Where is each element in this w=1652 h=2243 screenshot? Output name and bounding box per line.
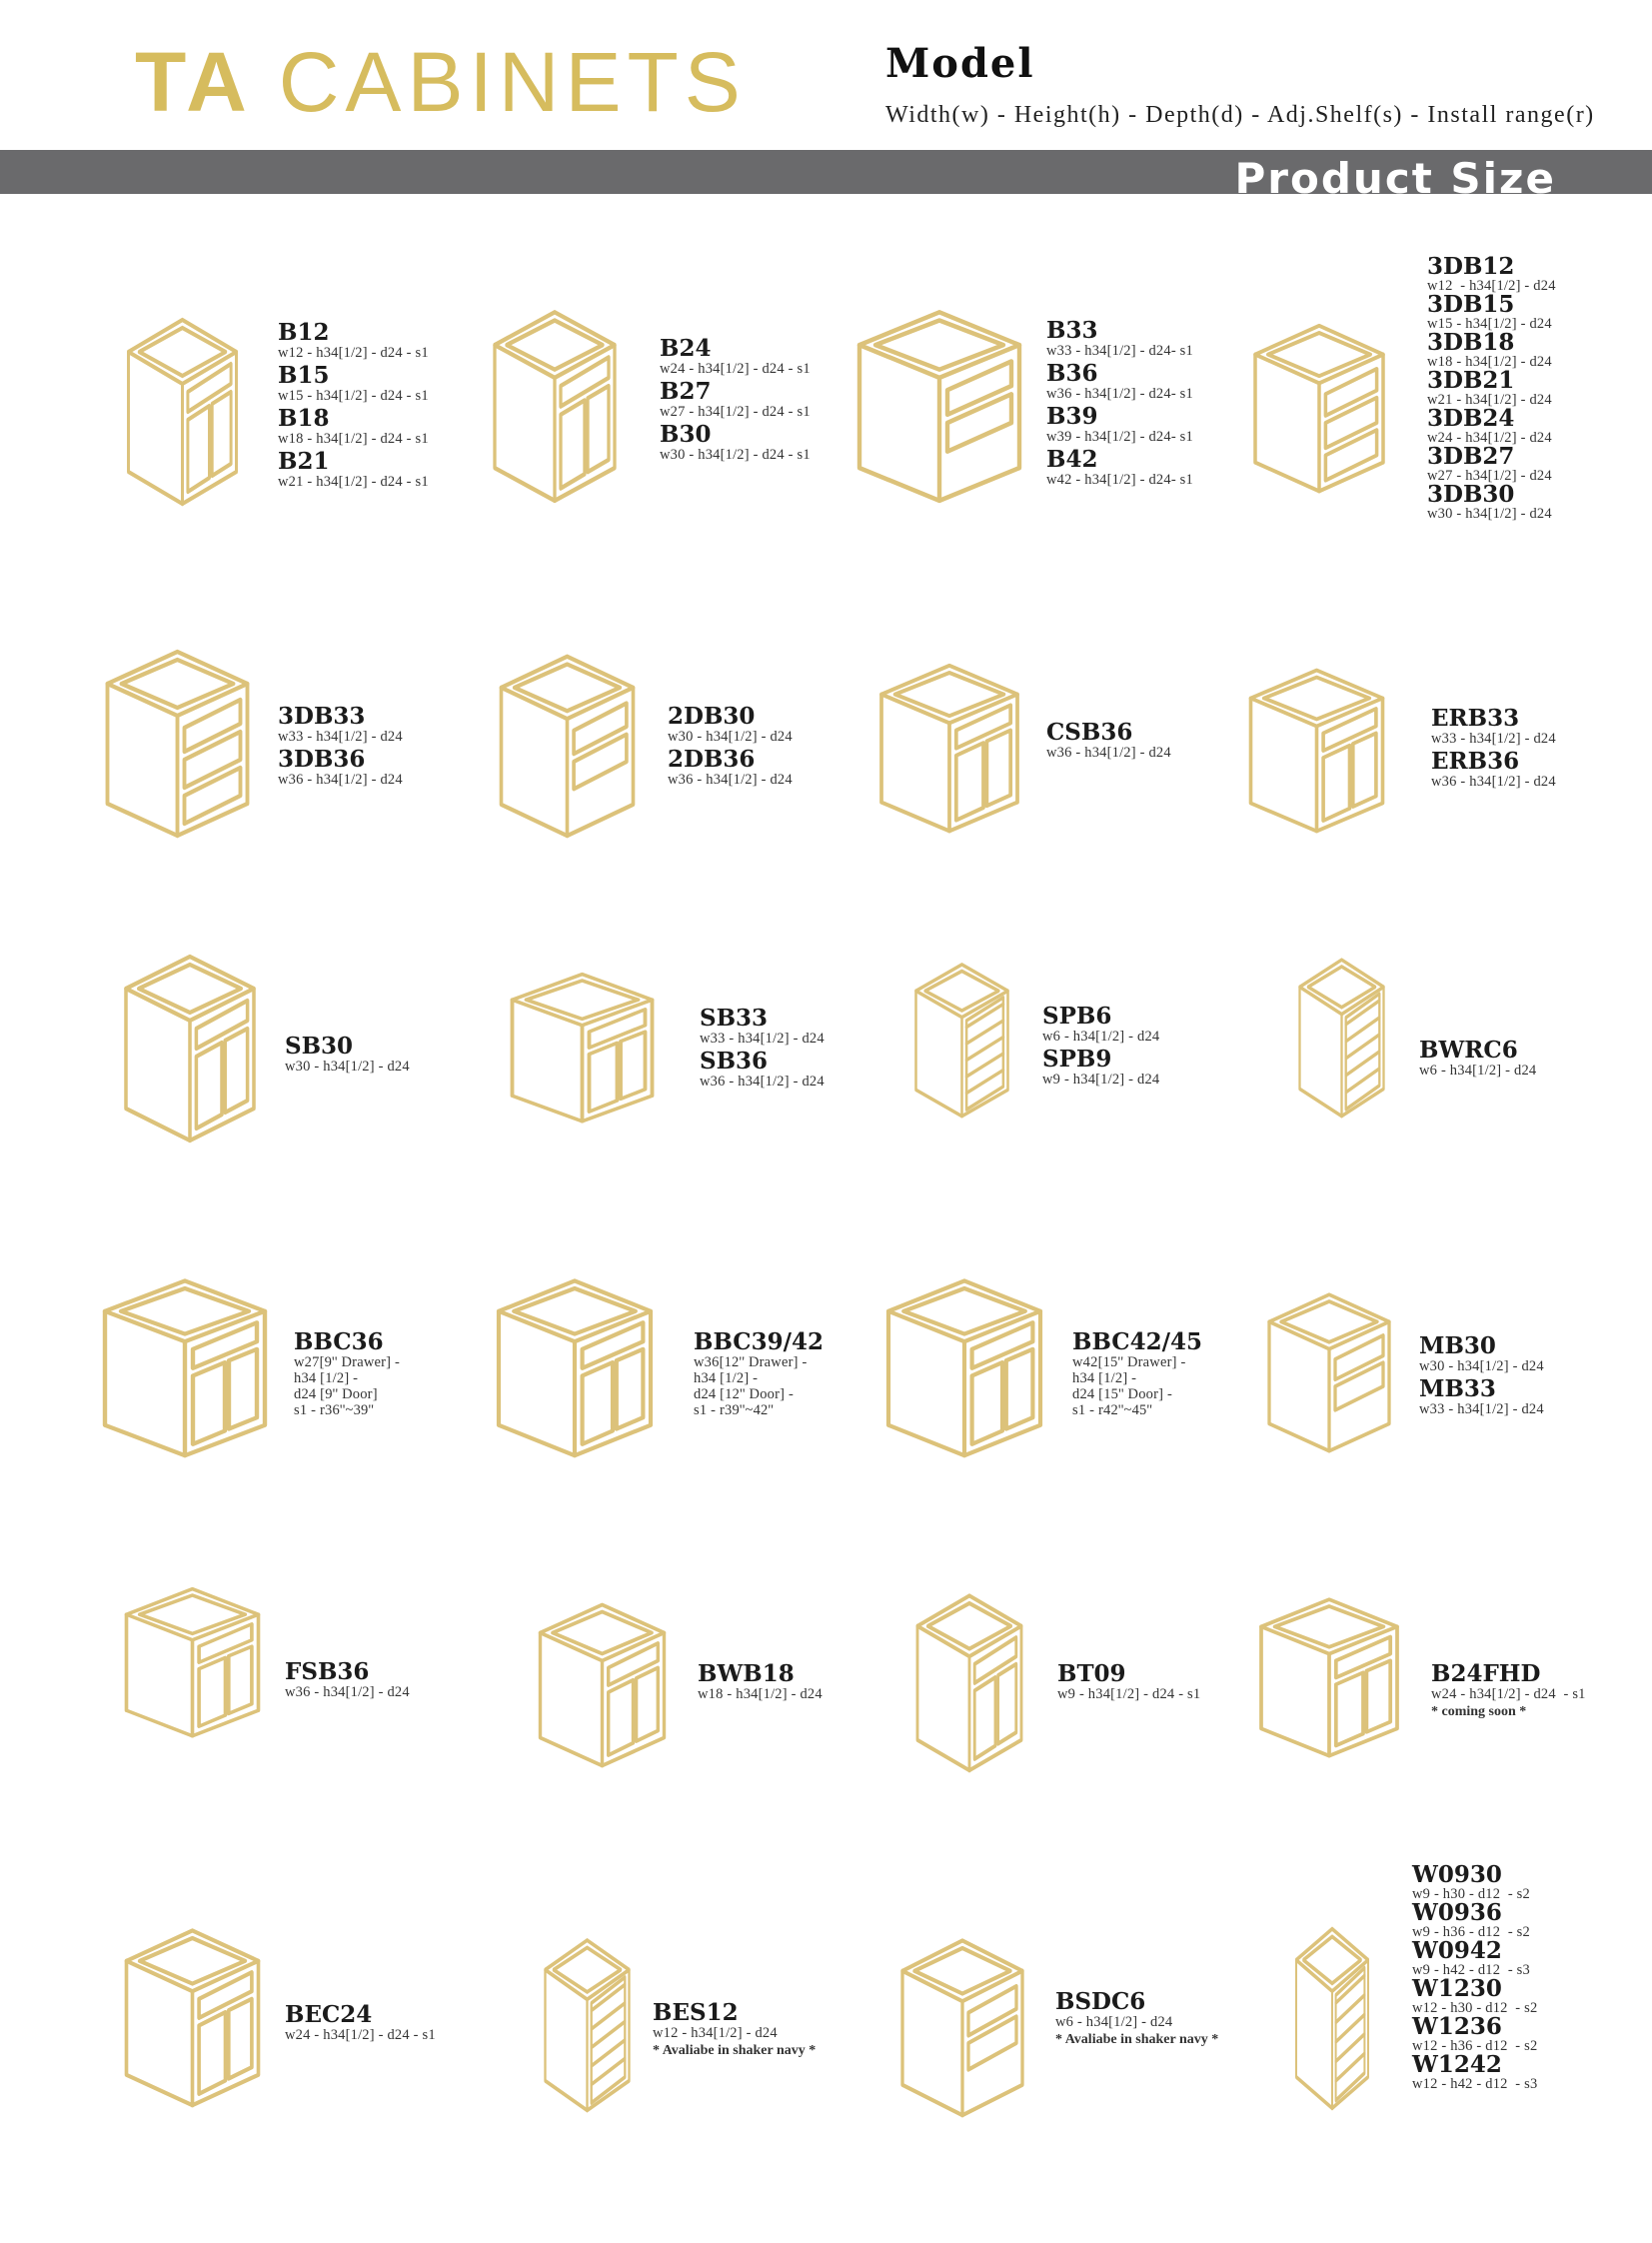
- farm-sink-base-icon: [110, 1579, 275, 1739]
- model-code: 3DB18: [1427, 329, 1515, 356]
- model-code: 2DB36: [668, 746, 756, 773]
- model-code: BT09: [1057, 1660, 1126, 1687]
- model-group-label: [653, 2000, 816, 2059]
- model-dimensions: w12 - h36 - d12 - s2: [1412, 2038, 1538, 2054]
- model-dimensions: w9 - h42 - d12 - s3: [1412, 1962, 1530, 1978]
- model-dimensions: w9 - h34[1/2] - d24: [1042, 1072, 1160, 1088]
- model-dimensions: w6 - h34[1/2] - d24: [1055, 2014, 1173, 2030]
- model-dimensions: w27 - h34[1/2] - d24 - s1: [660, 404, 811, 420]
- model-code: 3DB36: [278, 746, 366, 773]
- model-dimensions: w9 - h30 - d12 - s2: [1412, 1886, 1530, 1902]
- model-code: 3DB15: [1427, 291, 1515, 318]
- model-code: SPB6: [1042, 1003, 1112, 1030]
- model-code: BWB18: [698, 1660, 795, 1687]
- model-note: * Avaliabe in shaker navy *: [653, 2043, 817, 2058]
- model-code: B36: [1046, 360, 1098, 387]
- model-dimensions: w30 - h34[1/2] - d24: [1427, 506, 1552, 522]
- model-code: 3DB21: [1427, 367, 1515, 394]
- model-code: W0936: [1412, 1899, 1502, 1926]
- model-code: B39: [1046, 403, 1098, 430]
- model-group-label: [278, 320, 429, 492]
- section-banner: [0, 150, 1652, 194]
- model-code: ERB33: [1431, 705, 1520, 732]
- model-dimensions: w12 - h34[1/2] - d24: [1427, 278, 1556, 294]
- model-code: BWRC6: [1419, 1037, 1518, 1064]
- model-group-label: [285, 2002, 436, 2045]
- model-dimensions: w36 - h34[1/2] - d24: [700, 1074, 825, 1090]
- model-dimensions: w30 - h34[1/2] - d24 - s1: [660, 447, 811, 463]
- model-code: 3DB24: [1427, 405, 1515, 432]
- model-code: B33: [1046, 317, 1098, 344]
- model-dimensions: w24 - h34[1/2] - d24: [1427, 430, 1552, 446]
- brand-bold: TA: [135, 35, 253, 129]
- sink-base-icon: [110, 945, 270, 1144]
- model-group-label: [660, 336, 811, 465]
- model-code: W1236: [1412, 2013, 1502, 2040]
- model-group-label: [285, 1659, 410, 1702]
- model-dimensions: w33 - h34[1/2] - d24: [1431, 731, 1556, 747]
- tray-base-icon: [904, 1584, 1034, 1774]
- model-group-label: [1046, 318, 1193, 490]
- model-dimensions: w6 - h34[1/2] - d24: [1042, 1029, 1160, 1045]
- base-cabinet-two-drawer-icon: [839, 300, 1039, 505]
- blind-corner-base-icon: [480, 1269, 670, 1459]
- model-dimensions: w9 - h34[1/2] - d24 - s1: [1057, 1686, 1201, 1702]
- sink-base-wide-icon: [495, 965, 670, 1124]
- model-dimensions: w12 - h42 - d12 - s3: [1412, 2076, 1538, 2092]
- model-dimensions: w36 - h34[1/2] - d24: [278, 772, 403, 788]
- model-group-label: [1046, 720, 1171, 763]
- legend-title: Model: [885, 40, 1035, 87]
- end-shelf-icon: [535, 1929, 640, 2114]
- model-code: B24FHD: [1431, 1660, 1541, 1687]
- three-drawer-base-icon: [1239, 315, 1399, 495]
- model-dimensions: w36 - h34[1/2] - d24: [1046, 745, 1171, 761]
- model-group-label: [1427, 253, 1556, 522]
- model-dimensions: w36 - h34[1/2] - d24: [1431, 774, 1556, 790]
- wine-rack-icon: [1289, 950, 1394, 1120]
- model-code: BBC42/45: [1072, 1328, 1203, 1355]
- model-note: * coming soon *: [1431, 1704, 1527, 1719]
- model-group-label: [1431, 1661, 1586, 1720]
- model-dimensions: w24 - h34[1/2] - d24 - s1: [1431, 1686, 1586, 1702]
- model-dimensions: w6 - h34[1/2] - d24: [1419, 1063, 1537, 1079]
- model-dimensions: w42[15'' Drawer] - h34 [1/2] - d24 [15'' Door] - s1 - r42''~45'': [1072, 1354, 1186, 1418]
- model-code: BES12: [653, 1999, 739, 2026]
- model-note: * Avaliabe in shaker navy *: [1055, 2032, 1219, 2047]
- model-code: SB33: [700, 1005, 769, 1032]
- model-group-label: [1431, 706, 1556, 792]
- easy-reach-base-icon: [1234, 660, 1399, 835]
- model-group-label: [1412, 1861, 1538, 2092]
- model-dimensions: w30 - h34[1/2] - d24: [285, 1059, 410, 1075]
- model-dimensions: w30 - h34[1/2] - d24: [1419, 1358, 1544, 1374]
- base-cabinet-double-door-icon: [480, 300, 630, 505]
- model-dimensions: w33 - h34[1/2] - d24: [700, 1031, 825, 1047]
- banner-title: Product Size: [1234, 154, 1556, 194]
- legend-subtitle: Width(w) - Height(h) - Depth(d) - Adj.Shelf(s) - Install range(r): [885, 102, 1595, 128]
- model-code: B30: [660, 421, 712, 448]
- model-dimensions: w36[12'' Drawer] - h34 [1/2] - d24 [12'' Door] - s1 - r39''~42'': [694, 1354, 808, 1418]
- base-cabinet-single-door-icon: [115, 308, 250, 508]
- brand-name: CABINETS: [278, 35, 747, 129]
- model-code: 3DB30: [1427, 481, 1515, 508]
- model-code: B21: [278, 448, 330, 475]
- two-drawer-base-icon: [485, 645, 650, 840]
- full-height-door-base-icon: [1244, 1589, 1414, 1759]
- model-code: 3DB27: [1427, 443, 1515, 470]
- blind-corner-base-icon: [869, 1269, 1059, 1459]
- model-code: BBC36: [294, 1328, 384, 1355]
- model-dimensions: w12 - h30 - d12 - s2: [1412, 2000, 1538, 2016]
- spice-drawer-icon: [887, 1929, 1037, 2119]
- model-dimensions: w39 - h34[1/2] - d24- s1: [1046, 429, 1193, 445]
- model-code: B12: [278, 319, 330, 346]
- model-code: FSB36: [285, 1658, 370, 1685]
- model-dimensions: w15 - h34[1/2] - d24 - s1: [278, 388, 429, 404]
- model-code: SB30: [285, 1033, 354, 1060]
- spice-pullout-icon: [904, 955, 1019, 1120]
- model-dimensions: w24 - h34[1/2] - d24 - s1: [285, 2027, 436, 2043]
- model-group-label: [1055, 1989, 1218, 2048]
- model-dimensions: w18 - h34[1/2] - d24: [698, 1686, 823, 1702]
- model-dimensions: w18 - h34[1/2] - d24 - s1: [278, 431, 429, 447]
- model-code: B15: [278, 362, 330, 389]
- brand-logo: [135, 35, 747, 129]
- model-code: W0930: [1412, 1861, 1502, 1888]
- three-drawer-wide-base-icon: [90, 640, 265, 840]
- model-group-label: [1419, 1333, 1544, 1419]
- model-code: BSDC6: [1055, 1988, 1146, 2015]
- model-code: B42: [1046, 446, 1098, 473]
- model-dimensions: w12 - h34[1/2] - d24: [653, 2025, 778, 2041]
- model-code: ERB36: [1431, 748, 1520, 775]
- microwave-base-icon: [1254, 1284, 1404, 1454]
- model-code: MB33: [1419, 1375, 1496, 1402]
- corner-sink-base-icon: [864, 655, 1034, 835]
- model-group-label: [1057, 1661, 1200, 1704]
- wall-cabinet-icon: [1287, 1917, 1377, 2112]
- waste-basket-icon: [525, 1594, 680, 1769]
- model-dimensions: w36 - h34[1/2] - d24: [668, 772, 793, 788]
- model-dimensions: w33 - h34[1/2] - d24- s1: [1046, 343, 1193, 359]
- model-dimensions: w36 - h34[1/2] - d24: [285, 1684, 410, 1700]
- model-dimensions: w33 - h34[1/2] - d24: [1419, 1401, 1544, 1417]
- model-code: B24: [660, 335, 712, 362]
- model-dimensions: w42 - h34[1/2] - d24- s1: [1046, 472, 1193, 488]
- model-code: CSB36: [1046, 719, 1133, 746]
- model-code: 3DB12: [1427, 253, 1515, 280]
- end-corner-base-icon: [110, 1919, 275, 2109]
- model-code: B18: [278, 405, 330, 432]
- model-group-label: [698, 1661, 823, 1704]
- model-code: SPB9: [1042, 1046, 1112, 1073]
- model-group-label: [700, 1006, 825, 1092]
- model-code: 2DB30: [668, 703, 756, 730]
- model-code: 3DB33: [278, 703, 366, 730]
- model-dimensions: w27 - h34[1/2] - d24: [1427, 468, 1552, 484]
- model-dimensions: w24 - h34[1/2] - d24 - s1: [660, 361, 811, 377]
- model-code: W1230: [1412, 1975, 1502, 2002]
- model-group-label: [668, 704, 793, 790]
- model-dimensions: w30 - h34[1/2] - d24: [668, 729, 793, 745]
- model-group-label: [1042, 1004, 1159, 1090]
- model-dimensions: w21 - h34[1/2] - d24 - s1: [278, 474, 429, 490]
- model-group-label: [1419, 1038, 1536, 1081]
- model-dimensions: w18 - h34[1/2] - d24: [1427, 354, 1552, 370]
- model-dimensions: w36 - h34[1/2] - d24- s1: [1046, 386, 1193, 402]
- model-group-label: [1072, 1329, 1202, 1420]
- model-code: W0942: [1412, 1937, 1502, 1964]
- model-code: BBC39/42: [694, 1328, 825, 1355]
- model-code: SB36: [700, 1048, 769, 1075]
- model-group-label: [694, 1329, 824, 1420]
- model-group-label: [294, 1329, 400, 1420]
- model-dimensions: w27[9'' Drawer] - h34 [1/2] - d24 [9'' Door] s1 - r36''~39'': [294, 1354, 401, 1418]
- model-group-label: [285, 1034, 410, 1077]
- model-code: MB30: [1419, 1332, 1496, 1359]
- legend: [885, 40, 1595, 129]
- model-dimensions: w12 - h34[1/2] - d24 - s1: [278, 345, 429, 361]
- model-group-label: [278, 704, 403, 790]
- blind-corner-base-icon: [85, 1269, 285, 1459]
- model-code: BEC24: [285, 2001, 373, 2028]
- model-dimensions: w9 - h36 - d12 - s2: [1412, 1924, 1530, 1940]
- model-code: W1242: [1412, 2051, 1502, 2078]
- model-code: B27: [660, 378, 712, 405]
- model-dimensions: w21 - h34[1/2] - d24: [1427, 392, 1552, 408]
- model-dimensions: w15 - h34[1/2] - d24: [1427, 316, 1552, 332]
- model-dimensions: w33 - h34[1/2] - d24: [278, 729, 403, 745]
